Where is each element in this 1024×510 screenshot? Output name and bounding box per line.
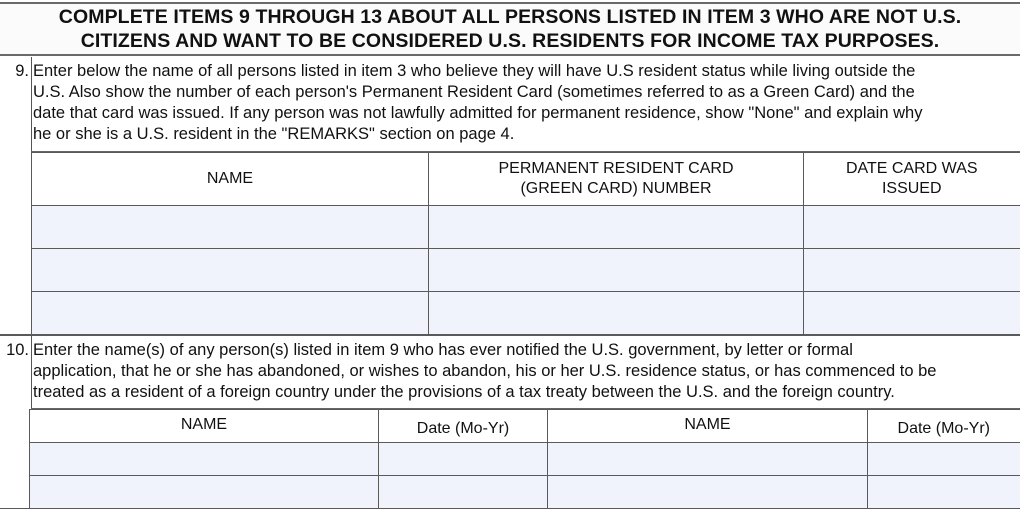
- col-header-name: [32, 153, 429, 206]
- date-issued-input-row-2[interactable]: [804, 261, 1020, 278]
- green-card-table: [31, 152, 1020, 335]
- section-title-line-1: COMPLETE ITEMS 9 THROUGH 13 ABOUT ALL PERSONS LISTED IN ITEM 3 WHO ARE NOT U.S.: [58, 6, 962, 28]
- item-9-line-4: he or she is a U.S. resident in the "REMARKS" section on page 4.: [33, 125, 515, 143]
- col-header-date-line-1: DATE CARD WAS: [845, 160, 978, 177]
- date-2-field-row-2[interactable]: [868, 476, 1020, 509]
- date-2-input-row-1[interactable]: [868, 450, 1020, 467]
- date-issued-field-row-3[interactable]: [804, 292, 1020, 335]
- col-header-date-line-2: ISSUED: [881, 180, 942, 197]
- item-9-line-2: U.S. Also show the number of each person's Permanent Resident Card (sometimes referred to as a Green Card) and the: [33, 83, 915, 101]
- name-2-field-row-2[interactable]: [548, 476, 868, 509]
- col-header-green-card-line-1: PERMANENT RESIDENT CARD: [498, 160, 734, 177]
- green-card-number-field-row-2[interactable]: [429, 249, 804, 292]
- name-1-field-row-2[interactable]: [30, 476, 379, 509]
- abandoned-residence-table-header: [30, 410, 1020, 443]
- date-issued-input-row-1[interactable]: [804, 218, 1020, 235]
- abandoned-residence-table: [29, 409, 1020, 509]
- green-card-number-field-row-3[interactable]: [429, 292, 804, 335]
- green-card-number-field-row-1[interactable]: [429, 206, 804, 249]
- section-title-line-2: CITIZENS AND WANT TO BE CONSIDERED U.S. RESIDENTS FOR INCOME TAX PURPOSES.: [80, 30, 940, 52]
- table-row: [32, 206, 1020, 249]
- item-9-line-1: Enter below the name of all persons listed in item 3 who believe they will have U.S resident status while living outside the: [33, 62, 916, 80]
- col-header-name-1: NAME: [30, 410, 379, 443]
- green-card-number-input-row-2[interactable]: [429, 261, 803, 278]
- bottom-rule: [0, 508, 1020, 509]
- item-9-margin-rule: [31, 57, 32, 153]
- date-issued-input-row-3[interactable]: [804, 304, 1020, 321]
- col-header-green-card-number: [429, 153, 804, 206]
- table-row: [32, 292, 1020, 335]
- green-card-table-header: [32, 153, 1020, 206]
- item-10-line-3: treated as a resident of a foreign country under the provisions of a tax treaty between the U.S. and the foreign country.: [33, 383, 895, 401]
- item-9-line-3: date that card was issued. If any person was not lawfully admitted for permanent residence, show "None" and explain why: [33, 104, 923, 122]
- col-header-date-issued: [804, 153, 1020, 206]
- name-field-row-1[interactable]: [32, 206, 429, 249]
- name-field-row-3[interactable]: [32, 292, 429, 335]
- date-issued-field-row-1[interactable]: [804, 206, 1020, 249]
- table-row: [30, 476, 1020, 509]
- item-10-instructions: [33, 340, 1018, 403]
- item-10-margin-rule: [31, 336, 32, 410]
- col-header-name-2: NAME: [548, 410, 868, 443]
- name-1-input-row-2[interactable]: [30, 483, 378, 500]
- section-title: [0, 2, 1020, 56]
- col-header-date-1: Date (Mo-Yr): [379, 410, 548, 443]
- date-issued-field-row-2[interactable]: [804, 249, 1020, 292]
- date-1-input-row-1[interactable]: [379, 450, 547, 467]
- green-card-number-input-row-1[interactable]: [429, 218, 803, 235]
- name-2-field-row-1[interactable]: [548, 443, 868, 476]
- table-row: [30, 443, 1020, 476]
- date-1-field-row-1[interactable]: [379, 443, 548, 476]
- table-row: [32, 249, 1020, 292]
- name-1-input-row-1[interactable]: [30, 450, 378, 467]
- name-2-input-row-2[interactable]: [548, 483, 867, 500]
- name-1-field-row-1[interactable]: [30, 443, 379, 476]
- date-2-field-row-1[interactable]: [868, 443, 1020, 476]
- date-2-input-row-2[interactable]: [868, 483, 1020, 500]
- col-header-name-text: NAME: [206, 170, 254, 187]
- name-input-row-2[interactable]: [32, 261, 428, 278]
- item-9-number: 9.: [15, 62, 29, 80]
- name-input-row-3[interactable]: [32, 304, 428, 321]
- col-header-green-card-line-2: (GREEN CARD) NUMBER: [520, 180, 712, 197]
- item-10-top-rule: [0, 334, 1020, 336]
- name-input-row-1[interactable]: [32, 218, 428, 235]
- item-9-instructions: [33, 61, 1018, 145]
- date-1-field-row-2[interactable]: [379, 476, 548, 509]
- item-10-line-1: Enter the name(s) of any person(s) listed in item 9 who has ever notified the U.S. government, by letter or formal: [33, 341, 853, 359]
- green-card-number-input-row-3[interactable]: [429, 304, 803, 321]
- item-10-line-2: application, that he or she has abandoned, or wishes to abandon, his or her U.S. residence status, or has commenced to be: [33, 362, 937, 380]
- date-1-input-row-2[interactable]: [379, 483, 547, 500]
- name-field-row-2[interactable]: [32, 249, 429, 292]
- col-header-date-2: Date (Mo-Yr): [868, 410, 1020, 443]
- item-10-number: 10.: [6, 341, 29, 359]
- name-2-input-row-1[interactable]: [548, 450, 867, 467]
